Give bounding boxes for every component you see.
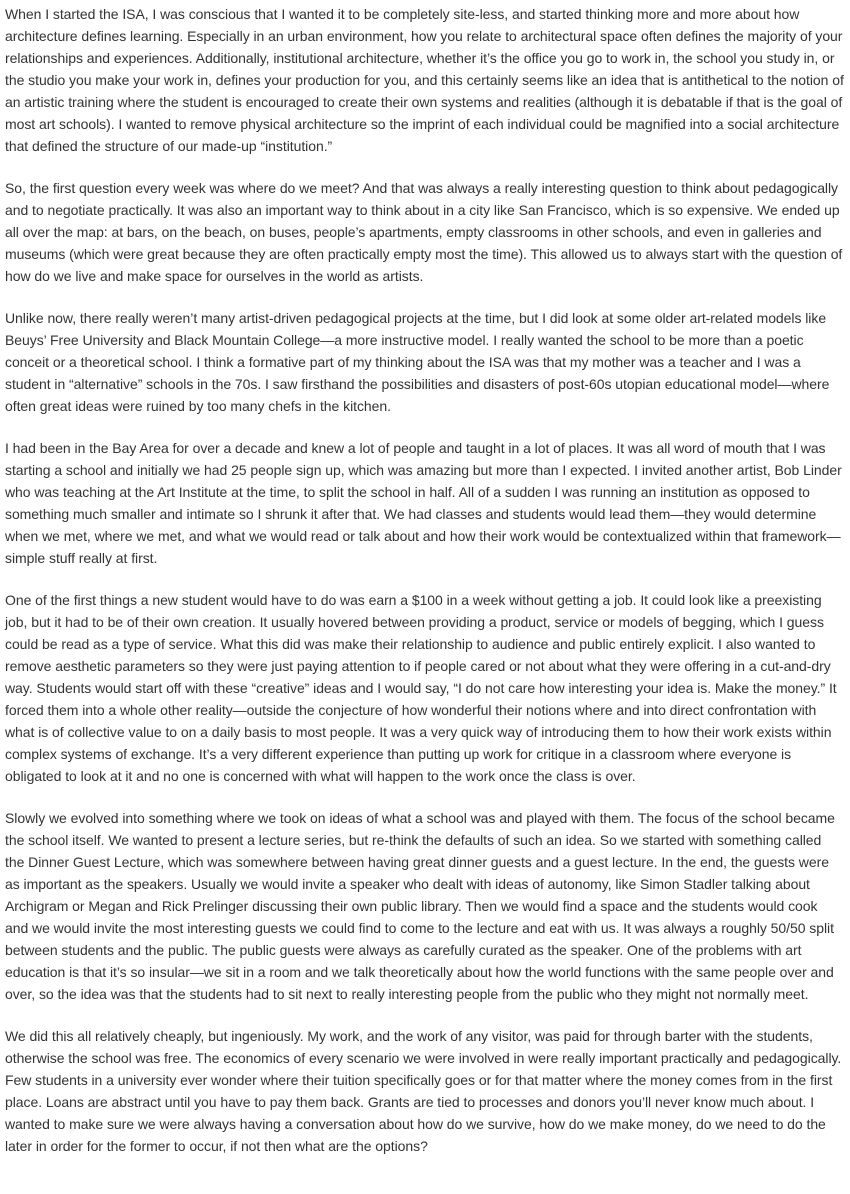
paragraph-2: So, the first question every week was where do we meet? And that was always a really interesting question to think about pedagogically and to negotiate practically. It was also an important way to think about in a city like San Francisco, which is so expensive. We ended up all over the map: at bars, on the beach, on buses, people’s apartments, empty classrooms in other schools, and even in galleries and museums (which were great because they are often practically empty most the time). This allowed us to always start with the question of how do we live and make space for ourselves in the world as artists.	[5, 180, 843, 284]
paragraph-1: When I started the ISA, I was conscious that I wanted it to be completely site-less, and started thinking more and more about how architecture defines learning. Especially in an urban environment, how you relate to architectural space often defines the majority of your relationships and experiences. Additionally, institutional architecture, whether it’s the office you go to work in, the school you study in, or the studio you make your work in, defines your production for you, and this certainly seems like an idea that is antithetical to the notion of an artistic training where the student is encouraged to create their own systems and realities (although it is debatable if that is the goal of most art schools). I wanted to remove physical architecture so the imprint of each individual could be magnified into a social architecture that defined the structure of our made-up “institution.”	[5, 6, 844, 154]
paragraph-3: Unlike now, there really weren’t many artist-driven pedagogical projects at the time, but I did look at some older art-related models like Beuys’ Free University and Black Mountain College—a more instructive model. I really wanted the school to be more than a poetic conceit or a theoretical school. I think a formative part of my thinking about the ISA was that my mother was a teacher and I was a student in “alternative” schools in the 70s. I saw firsthand the possibilities and disasters of post-60s utopian educational model—where often great ideas were ruined by too many chefs in the kitchen.	[5, 310, 830, 414]
paragraph-7: We did this all relatively cheaply, but ingeniously. My work, and the work of any visitor, was paid for through barter with the students, otherwise the school was free. The economics of every scenario we were involved in were really important practically and pedagogically. Few students in a university ever wonder where their tuition specifically goes or for that matter where the money comes from in the first place. Loans are abstract until you have to pay them back. Grants are tied to processes and donors you’ll never know much about. I wanted to make sure we were always having a conversation about how do we survive, how do we make money, do we need to do the later in order for the former to occur, if not then what are the options?	[5, 1028, 842, 1154]
paragraph-4: I had been in the Bay Area for over a decade and knew a lot of people and taught in a lot of places. It was all word of mouth that I was starting a school and initially we had 25 people sign up, which was amazing but more than I expected. I invited another artist, Bob Linder who was teaching at the Art Institute at the time, to split the school in half. All of a sudden I was running an institution as opposed to something much smaller and intimate so I shrunk it after that. We had classes and students would lead them—they would determine when we met, where we met, and what we would read or talk about and how their work would be contextualized within that framework—simple stuff really at first.	[5, 440, 842, 566]
paragraph-5: One of the first things a new student would have to do was earn a $100 in a week without getting a job. It could look like a preexisting job, but it had to be of their own creation. It usually hovered between providing a product, service or models of begging, which I guess could be read as a type of service. What this did was make their relationship to audience and public entirely explicit. I also wanted to remove aesthetic parameters so they were just paying attention to if people cared or not about what they were offering in a cut-and-dry way. Students would start off with these “creative” ideas and I would say, “I do not care how interesting your idea is. Make the money.” It forced them into a whole other reality—outside the conjecture of how wonderful their notions where and into direct confrontation with what is of collective value to on a daily basis to most people. It was a very quick way of introducing them to how their work exists within complex systems of exchange. It’s a very different experience than putting up work for critique in a classroom where everyone is obligated to look at it and no one is concerned with what will happen to the work once the class is over.	[5, 592, 837, 784]
paragraph-6: Slowly we evolved into something where we took on ideas of what a school was and played with them. The focus of the school became the school itself. We wanted to present a lecture series, but re-think the defaults of such an idea. So we started with something called the Dinner Guest Lecture, which was somewhere between having great dinner guests and a guest lecture. In the end, the guests were as important as the speakers. Usually we would invite a speaker who dealt with ideas of autonomy, like Simon Stadler talking about Archigram or Megan and Rick Prelinger discussing their own public library. Then we would find a space and the students would cook and we would invite the most interesting guests we could find to come to the lecture and eat with us. It was always a roughly 50/50 split between students and the public. The public guests were always as carefully curated as the speaker. One of the problems with art education is that it’s so insular—we sit in a room and we talk theoretically about how the world functions with the same people over and over, so the idea was that the students had to sit next to really interesting people from the public who they might not normally meet.	[5, 810, 835, 1002]
